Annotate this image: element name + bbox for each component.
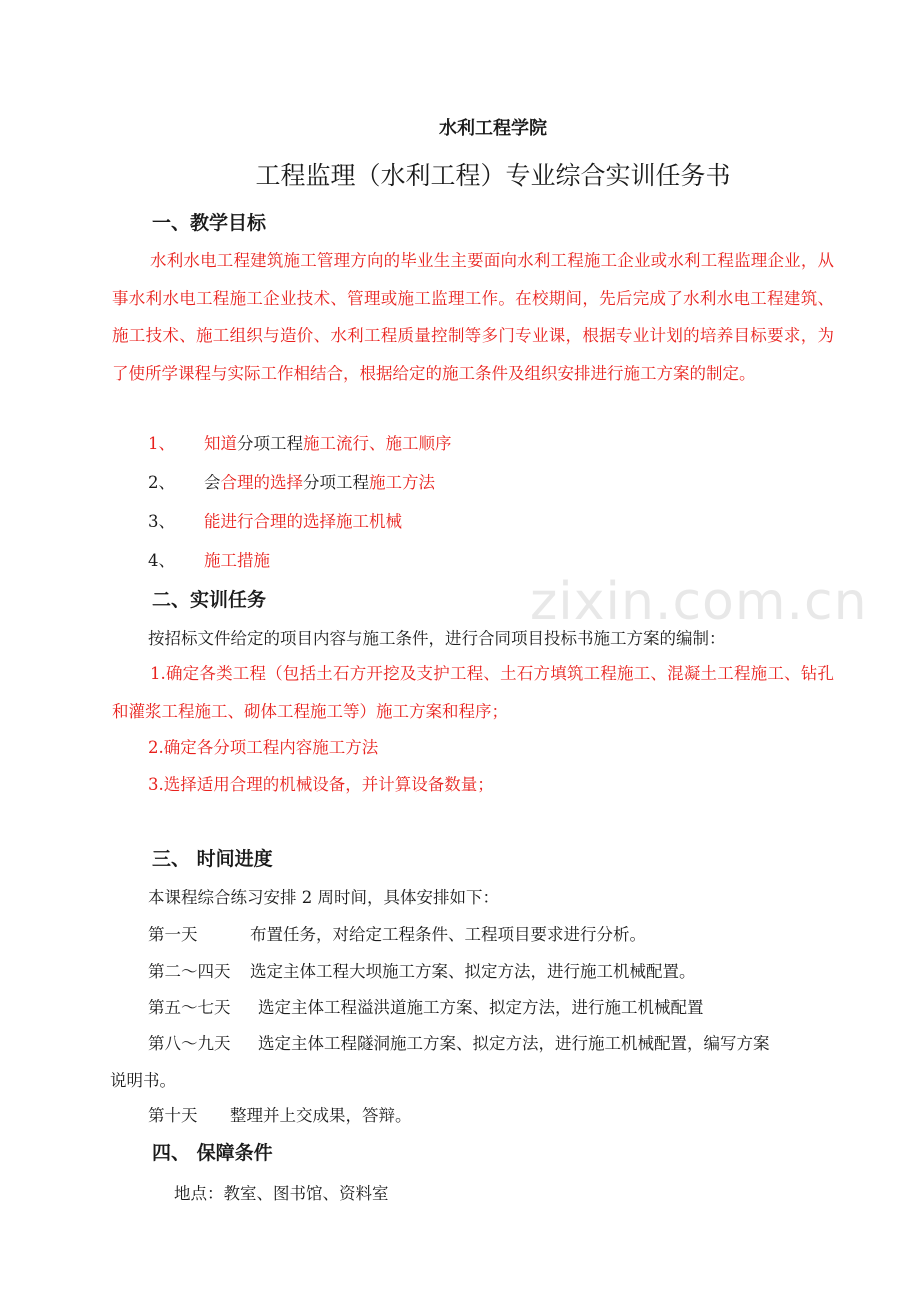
schedule-day: 第一天 bbox=[148, 925, 198, 944]
item-text: 分项工程 bbox=[303, 473, 369, 492]
schedule-day: 第十天 bbox=[148, 1106, 198, 1125]
section-heading-schedule: 三、 时间进度 bbox=[152, 848, 273, 870]
item-number: 3、 bbox=[148, 512, 175, 531]
objective-item-3 bbox=[148, 508, 402, 532]
schedule-row bbox=[148, 994, 704, 1018]
schedule-text: 整理并上交成果，答辩。 bbox=[230, 1106, 412, 1125]
schedule-day: 第二～四天 bbox=[148, 962, 231, 981]
item-text: 合理的选择 bbox=[220, 473, 303, 492]
schedule-row bbox=[148, 1102, 412, 1126]
objective-item-2 bbox=[148, 469, 435, 493]
task-item-3: 3.选择适用合理的机械设备，并计算设备数量； bbox=[148, 775, 494, 794]
schedule-day: 第八～九天 bbox=[148, 1034, 231, 1053]
task-item-1: 1.确定各类工程（包括土石方开挖及支护工程、土石方填筑工程施工、混凝土工程施工、钻孔和灌浆工程施工、砌体工程施工等）施工方案和程序； bbox=[112, 664, 834, 721]
schedule-row bbox=[148, 1030, 770, 1054]
task-item-2: 2.确定各分项工程内容施工方法 bbox=[148, 738, 379, 757]
schedule-text: 布置任务，对给定工程条件、工程项目要求进行分析。 bbox=[250, 925, 646, 944]
item-text: 会 bbox=[204, 473, 221, 492]
item-text: 施工方法 bbox=[369, 473, 435, 492]
schedule-row-continuation: 说明书。 bbox=[110, 1071, 176, 1090]
item-number: 2、 bbox=[148, 473, 175, 492]
item-text: 分项工程 bbox=[237, 434, 303, 453]
item-text: 施工措施 bbox=[204, 551, 270, 570]
document-title: 工程监理（水利工程）专业综合实训任务书 bbox=[255, 161, 731, 190]
item-text: 知道 bbox=[204, 434, 237, 453]
item-text: 施工流行、施工顺序 bbox=[303, 434, 452, 453]
objectives-paragraph: 水利水电工程建筑施工管理方向的毕业生主要面向水利工程施工企业或水利工程监理企业，从事水利水电工程施工企业技术、管理或施工监理工作。在校期间，先后完成了水利水电工程建筑、施工技术、施工组织与造价、水利工程质量控制等多门专业课，根据专业计划的培养目标要求，为了使所学课程与实际工作相结合，根据给定的施工条件及组织安排进行施工方案的制定。 bbox=[112, 251, 834, 383]
objective-item-1 bbox=[148, 430, 452, 454]
section-heading-conditions: 四、 保障条件 bbox=[152, 1142, 273, 1164]
objective-item-4 bbox=[148, 547, 270, 571]
item-number: 4、 bbox=[148, 551, 175, 570]
location-text: 地点：教室、图书馆、资料室 bbox=[174, 1184, 389, 1203]
item-number: 1、 bbox=[148, 434, 175, 453]
schedule-day: 第五～七天 bbox=[148, 998, 231, 1017]
school-name: 水利工程学院 bbox=[439, 118, 547, 139]
tasks-intro: 按招标文件给定的项目内容与施工条件，进行合同项目投标书施工方案的编制： bbox=[148, 629, 726, 648]
schedule-text: 选定主体工程隧洞施工方案、拟定方法，进行施工机械配置，编写方案 bbox=[258, 1034, 770, 1053]
schedule-text: 选定主体工程大坝施工方案、拟定方法，进行施工机械配置。 bbox=[250, 962, 696, 981]
watermark: zixin.com.cn bbox=[530, 572, 868, 632]
schedule-intro: 本课程综合练习安排 2 周时间，具体安排如下： bbox=[148, 888, 499, 907]
item-text: 能进行合理的选择施工机械 bbox=[204, 512, 402, 531]
schedule-row bbox=[148, 921, 646, 945]
section-heading-tasks: 二、实训任务 bbox=[152, 589, 267, 611]
schedule-text: 选定主体工程溢洪道施工方案、拟定方法，进行施工机械配置 bbox=[258, 998, 704, 1017]
section-heading-objectives: 一、教学目标 bbox=[152, 212, 267, 234]
schedule-row bbox=[148, 958, 696, 982]
